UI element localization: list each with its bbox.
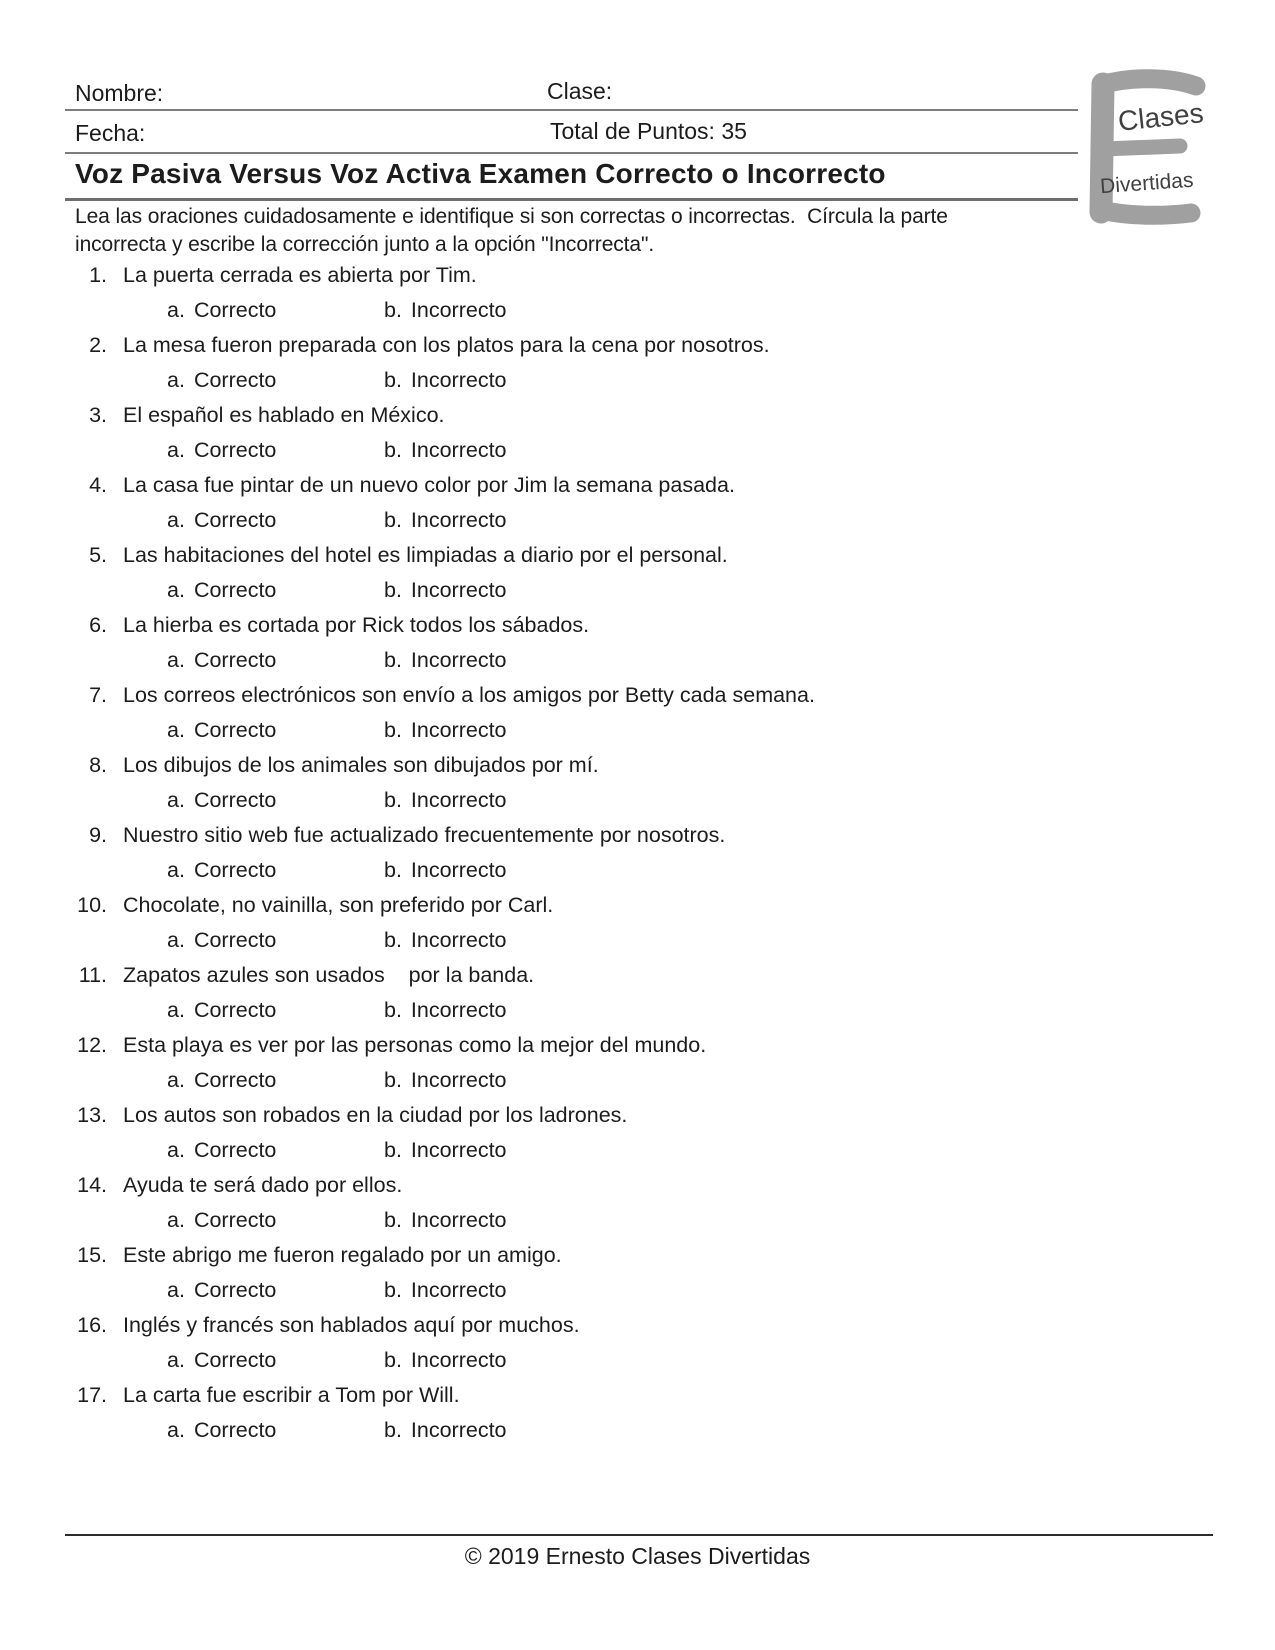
option-a-letter: a.: [167, 928, 185, 952]
question-number: 6.: [89, 613, 107, 637]
option-incorrecto[interactable]: [384, 923, 507, 958]
option-incorrecto[interactable]: [384, 363, 507, 398]
option-a-label: Correcto: [193, 438, 277, 462]
question-item: [75, 1308, 1185, 1378]
option-a-label: Correcto: [193, 928, 277, 952]
option-a-label: Correcto: [193, 788, 277, 812]
option-a-label: Correcto: [193, 298, 277, 322]
question-list: [75, 258, 1185, 1448]
question-number: 7.: [89, 683, 107, 707]
option-incorrecto[interactable]: [384, 503, 507, 538]
option-a-label: Correcto: [193, 718, 277, 742]
option-b-label: Incorrecto: [410, 368, 507, 392]
option-correcto[interactable]: [167, 643, 378, 678]
option-a-letter: a.: [167, 1348, 185, 1372]
question-row: [75, 1378, 1185, 1413]
options-row: [75, 363, 1185, 398]
question-number: 1.: [89, 263, 107, 287]
question-row: [75, 608, 1185, 643]
header-rule-1: [65, 109, 1078, 111]
question-text: El español es hablado en México.: [123, 403, 445, 427]
question-item: [75, 608, 1185, 678]
option-a-label: Correcto: [193, 1278, 277, 1302]
question-row: [75, 398, 1185, 433]
option-a-label: Correcto: [193, 508, 277, 532]
question-item: [75, 1378, 1185, 1448]
options-row: [75, 1413, 1185, 1448]
question-row: [75, 468, 1185, 503]
question-number: 3.: [89, 403, 107, 427]
footer-rule: [65, 1534, 1213, 1536]
option-incorrecto[interactable]: [384, 853, 507, 888]
question-row: [75, 1168, 1185, 1203]
logo-line2: Divertidas: [1099, 168, 1195, 199]
options-row: [75, 433, 1185, 468]
option-b-letter: b.: [383, 368, 402, 392]
option-b-letter: b.: [383, 508, 402, 532]
option-a-letter: a.: [167, 368, 185, 392]
options-row: [75, 573, 1185, 608]
options-row: [75, 853, 1185, 888]
option-b-letter: b.: [383, 648, 402, 672]
options-row: [75, 783, 1185, 818]
option-correcto[interactable]: [167, 293, 378, 328]
option-b-letter: b.: [383, 1208, 402, 1232]
option-a-label: Correcto: [193, 858, 277, 882]
question-number: 2.: [89, 333, 107, 357]
option-correcto[interactable]: [167, 713, 378, 748]
option-incorrecto[interactable]: [384, 1343, 507, 1378]
question-text: La casa fue pintar de un nuevo color por Jim la semana pasada.: [123, 473, 735, 497]
question-item: [75, 748, 1185, 818]
question-row: [75, 818, 1185, 853]
option-incorrecto[interactable]: [384, 573, 507, 608]
option-a-label: Correcto: [193, 1418, 277, 1442]
option-b-label: Incorrecto: [410, 1348, 507, 1372]
option-a-letter: a.: [167, 718, 185, 742]
question-item: [75, 958, 1185, 1028]
option-a-letter: a.: [167, 858, 185, 882]
question-text: Los dibujos de los animales son dibujados por mí.: [123, 753, 599, 777]
options-row: [75, 293, 1185, 328]
option-a-label: Correcto: [193, 1068, 277, 1092]
option-correcto[interactable]: [167, 1343, 378, 1378]
option-correcto[interactable]: [167, 1063, 378, 1098]
option-incorrecto[interactable]: [384, 293, 507, 328]
option-b-letter: b.: [383, 1068, 402, 1092]
option-b-letter: b.: [383, 298, 402, 322]
options-row: [75, 643, 1185, 678]
option-b-letter: b.: [383, 1138, 402, 1162]
option-b-letter: b.: [383, 858, 402, 882]
question-row: [75, 678, 1185, 713]
question-number: 14.: [77, 1173, 107, 1197]
question-item: [75, 328, 1185, 398]
question-item: [75, 538, 1185, 608]
option-b-label: Incorrecto: [410, 858, 507, 882]
question-row: [75, 958, 1185, 993]
question-number: 15.: [77, 1243, 107, 1267]
option-a-label: Correcto: [193, 1138, 277, 1162]
option-correcto[interactable]: [167, 1133, 378, 1168]
header-rule-2: [65, 152, 1078, 154]
option-correcto[interactable]: [167, 923, 378, 958]
option-a-letter: a.: [167, 1418, 185, 1442]
question-number: 5.: [89, 543, 107, 567]
options-row: [75, 1133, 1185, 1168]
question-item: [75, 818, 1185, 888]
option-b-letter: b.: [383, 928, 402, 952]
options-row: [75, 1203, 1185, 1238]
option-b-letter: b.: [383, 1418, 402, 1442]
question-number: 4.: [89, 473, 107, 497]
question-row: [75, 748, 1185, 783]
question-item: [75, 398, 1185, 468]
option-correcto[interactable]: [167, 1413, 378, 1448]
option-b-letter: b.: [383, 1348, 402, 1372]
question-text: Inglés y francés son hablados aquí por muchos.: [123, 1313, 580, 1337]
option-b-label: Incorrecto: [410, 298, 507, 322]
page-title: Voz Pasiva Versus Voz Activa Examen Correcto o Incorrecto: [75, 158, 886, 189]
clases-divertidas-logo: [1086, 66, 1212, 228]
option-b-label: Incorrecto: [410, 508, 507, 532]
option-b-letter: b.: [383, 578, 402, 602]
option-b-label: Incorrecto: [410, 1208, 507, 1232]
option-incorrecto[interactable]: [384, 1273, 507, 1308]
logo-line1: Clases: [1116, 97, 1205, 137]
option-b-label: Incorrecto: [410, 1278, 507, 1302]
option-b-label: Incorrecto: [410, 718, 507, 742]
question-text: Las habitaciones del hotel es limpiadas a diario por el personal.: [123, 543, 728, 567]
instructions-text: Lea las oraciones cuidadosamente e identifique si son correctas o incorrectas. Círcula la parte incorrecta y escribe la corrección junto a la opción "Incorrecta".: [75, 205, 954, 256]
question-text: La mesa fueron preparada con los platos para la cena por nosotros.: [123, 333, 770, 357]
option-a-label: Correcto: [193, 1208, 277, 1232]
question-row: [75, 538, 1185, 573]
option-a-letter: a.: [167, 648, 185, 672]
question-item: [75, 1098, 1185, 1168]
question-row: [75, 1308, 1185, 1343]
option-b-label: Incorrecto: [410, 788, 507, 812]
option-a-letter: a.: [167, 788, 185, 812]
option-a-letter: a.: [167, 298, 185, 322]
option-incorrecto[interactable]: [384, 1133, 507, 1168]
question-text: Los correos electrónicos son envío a los amigos por Betty cada semana.: [123, 683, 815, 707]
option-b-letter: b.: [383, 788, 402, 812]
option-b-letter: b.: [383, 998, 402, 1022]
option-b-label: Incorrecto: [410, 1138, 507, 1162]
option-correcto[interactable]: [167, 433, 378, 468]
option-b-letter: b.: [383, 1278, 402, 1302]
option-b-label: Incorrecto: [410, 648, 507, 672]
option-a-label: Correcto: [193, 1348, 277, 1372]
option-correcto[interactable]: [167, 1203, 378, 1238]
option-b-label: Incorrecto: [410, 438, 507, 462]
question-row: [75, 1098, 1185, 1133]
name-label: Nombre:: [75, 80, 164, 106]
question-text: Zapatos azules son usados por la banda.: [123, 963, 535, 987]
option-a-letter: a.: [167, 1138, 185, 1162]
question-text: Esta playa es ver por las personas como la mejor del mundo.: [123, 1033, 707, 1057]
option-b-label: Incorrecto: [410, 928, 507, 952]
question-text: La puerta cerrada es abierta por Tim.: [123, 263, 477, 287]
option-a-letter: a.: [167, 508, 185, 532]
question-text: Ayuda te será dado por ellos.: [123, 1173, 403, 1197]
option-correcto[interactable]: [167, 573, 378, 608]
option-incorrecto[interactable]: [384, 993, 507, 1028]
question-number: 10.: [77, 893, 107, 917]
option-a-label: Correcto: [193, 368, 277, 392]
question-text: Chocolate, no vainilla, son preferido por Carl.: [123, 893, 554, 917]
title-rule: [65, 198, 1078, 201]
question-row: [75, 258, 1185, 293]
question-item: [75, 468, 1185, 538]
options-row: [75, 993, 1185, 1028]
option-b-label: Incorrecto: [410, 1418, 507, 1442]
question-item: [75, 888, 1185, 958]
option-b-label: Incorrecto: [410, 578, 507, 602]
option-incorrecto[interactable]: [384, 713, 507, 748]
question-number: 11.: [78, 963, 107, 987]
question-item: [75, 1238, 1185, 1308]
options-row: [75, 713, 1185, 748]
option-a-label: Correcto: [193, 648, 277, 672]
class-label: Clase:: [547, 78, 613, 104]
option-incorrecto[interactable]: [384, 1413, 507, 1448]
options-row: [75, 1343, 1185, 1378]
option-incorrecto[interactable]: [384, 783, 507, 818]
question-text: Los autos son robados en la ciudad por los ladrones.: [123, 1103, 628, 1127]
question-row: [75, 1028, 1185, 1063]
option-a-letter: a.: [167, 1208, 185, 1232]
question-item: [75, 1168, 1185, 1238]
option-b-letter: b.: [383, 718, 402, 742]
option-incorrecto[interactable]: [384, 643, 507, 678]
question-text: La hierba es cortada por Rick todos los sábados.: [123, 613, 590, 637]
options-row: [75, 1273, 1185, 1308]
question-number: 12.: [77, 1033, 107, 1057]
question-row: [75, 328, 1185, 363]
question-row: [75, 1238, 1185, 1273]
option-correcto[interactable]: [167, 853, 378, 888]
option-incorrecto[interactable]: [384, 1203, 507, 1238]
option-correcto[interactable]: [167, 503, 378, 538]
question-text: La carta fue escribir a Tom por Will.: [123, 1383, 460, 1407]
question-number: 16.: [77, 1313, 107, 1337]
question-number: 9.: [89, 823, 107, 847]
question-text: Este abrigo me fueron regalado por un amigo.: [123, 1243, 562, 1267]
options-row: [75, 1063, 1185, 1098]
option-correcto[interactable]: [167, 993, 378, 1028]
question-item: [75, 678, 1185, 748]
option-incorrecto[interactable]: [384, 433, 507, 468]
question-row: [75, 888, 1185, 923]
option-a-letter: a.: [167, 438, 185, 462]
question-number: 17.: [77, 1383, 107, 1407]
option-incorrecto[interactable]: [384, 1063, 507, 1098]
option-a-label: Correcto: [193, 998, 277, 1022]
option-b-label: Incorrecto: [410, 1068, 507, 1092]
option-a-letter: a.: [167, 1278, 185, 1302]
question-number: 8.: [89, 753, 107, 777]
option-a-label: Correcto: [193, 578, 277, 602]
option-correcto[interactable]: [167, 783, 378, 818]
option-a-letter: a.: [167, 578, 185, 602]
points-label: Total de Puntos: 35: [550, 118, 747, 144]
question-text: Nuestro sitio web fue actualizado frecuentemente por nosotros.: [123, 823, 726, 847]
question-number: 13.: [77, 1103, 107, 1127]
option-b-label: Incorrecto: [410, 998, 507, 1022]
option-correcto[interactable]: [167, 1273, 378, 1308]
copyright-text: © 2019 Ernesto Clases Divertidas: [464, 1543, 811, 1569]
options-row: [75, 923, 1185, 958]
option-a-letter: a.: [167, 998, 185, 1022]
logo-e-icon: [1086, 66, 1212, 228]
date-label: Fecha:: [75, 120, 146, 146]
option-correcto[interactable]: [167, 363, 378, 398]
options-row: [75, 503, 1185, 538]
question-item: [75, 258, 1185, 328]
option-a-letter: a.: [167, 1068, 185, 1092]
question-item: [75, 1028, 1185, 1098]
option-b-letter: b.: [383, 438, 402, 462]
